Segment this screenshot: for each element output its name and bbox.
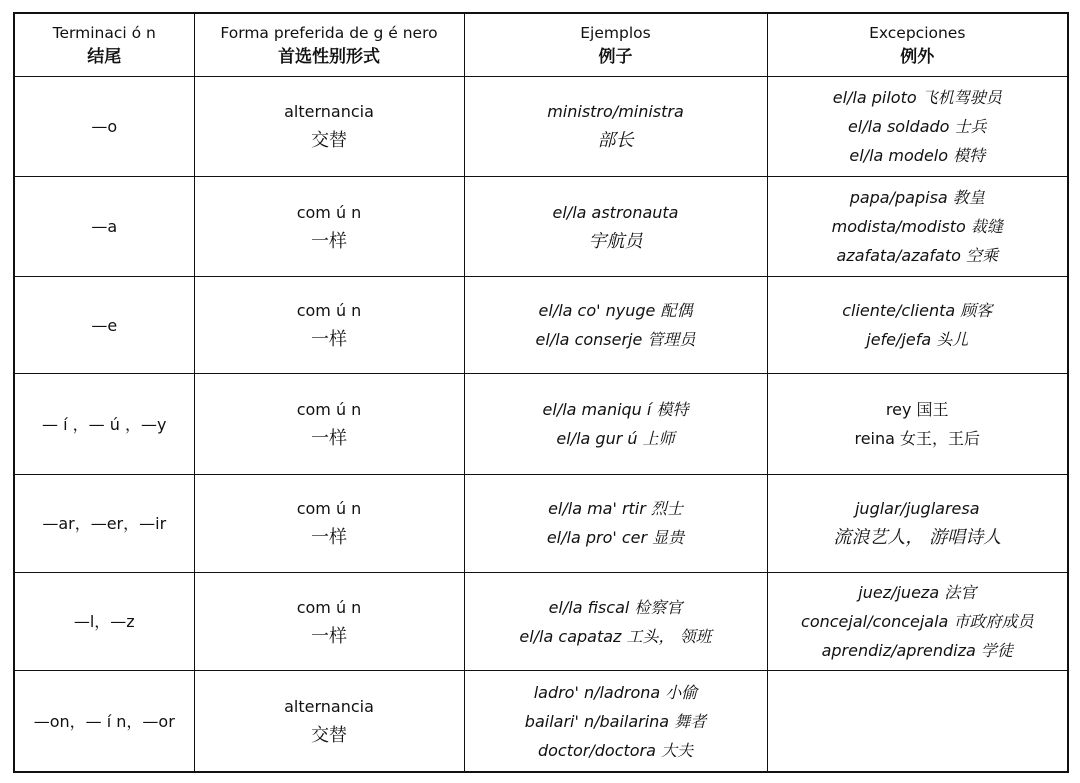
exceptions-cell xyxy=(767,374,1068,474)
header-row xyxy=(14,13,1068,76)
examples-cell xyxy=(464,474,767,572)
header-ending xyxy=(14,13,194,76)
form-cell xyxy=(194,572,464,670)
examples-cell xyxy=(464,671,767,772)
exception-line: juez/jueza 法官 xyxy=(858,583,977,603)
form-es: com ú n xyxy=(296,301,362,321)
header-examples-es: Ejemplos xyxy=(580,23,651,42)
form-es: alternancia xyxy=(284,102,374,122)
form-cell xyxy=(194,671,464,772)
example-line: ladro' n/ladrona 小偷 xyxy=(533,682,698,702)
example-line: 部长 xyxy=(597,130,634,152)
form-zh: 交替 xyxy=(311,725,347,747)
exception-line: concejal/concejala 市政府成员 xyxy=(801,612,1034,632)
form-es: com ú n xyxy=(296,597,362,617)
examples-cell xyxy=(464,374,767,474)
header-form-zh: 首选性别形式 xyxy=(278,46,380,67)
exception-line: jefe/jefa 头儿 xyxy=(866,330,969,350)
example-line: el/la co' nyuge 配偶 xyxy=(538,301,693,321)
form-es: alternancia xyxy=(284,697,374,717)
form-cell xyxy=(194,474,464,572)
examples-cell xyxy=(464,76,767,176)
examples-cell xyxy=(464,176,767,276)
exceptions-cell xyxy=(767,176,1068,276)
exception-line: el/la modelo 模特 xyxy=(849,145,986,165)
header-ending-zh: 结尾 xyxy=(87,46,122,67)
form-zh: 一样 xyxy=(311,329,347,351)
example-line: 宇航员 xyxy=(588,230,643,252)
header-examples xyxy=(464,13,767,76)
example-line: el/la maniqu í 模特 xyxy=(542,400,689,420)
exception-line: cliente/clienta 顾客 xyxy=(842,301,993,321)
ending-cell: —l，—z xyxy=(14,572,194,670)
example-line: el/la ma' rtir 烈士 xyxy=(548,499,683,519)
form-zh: 一样 xyxy=(311,428,347,450)
ending-cell: —on，— í n，—or xyxy=(14,671,194,772)
form-cell xyxy=(194,76,464,176)
form-zh: 一样 xyxy=(311,527,347,549)
header-exceptions-es: Excepciones xyxy=(869,23,966,42)
example-line: doctor/doctora 大夫 xyxy=(537,740,694,760)
table-row xyxy=(14,374,1068,474)
form-cell xyxy=(194,176,464,276)
table-row xyxy=(14,572,1068,670)
exception-line: juglar/juglaresa xyxy=(854,499,980,519)
table-row xyxy=(14,176,1068,276)
example-line: bailari' n/bailarina 舞者 xyxy=(524,711,707,731)
table-row xyxy=(14,474,1068,572)
header-exceptions-zh: 例外 xyxy=(900,46,935,67)
exception-line: reina 女王，王后 xyxy=(854,429,981,449)
table-row xyxy=(14,671,1068,772)
header-preferred-form xyxy=(194,13,464,76)
ending-cell: — í ，— ú ，—y xyxy=(14,374,194,474)
gender-endings-table xyxy=(13,12,1069,773)
exception-line: 流浪艺人， 游唱诗人 xyxy=(833,527,1002,549)
example-line: el/la conserje 管理员 xyxy=(535,330,696,350)
exception-line: papa/papisa 教皇 xyxy=(849,188,985,208)
example-line: el/la capataz 工头， 领班 xyxy=(519,626,712,646)
exceptions-cell xyxy=(767,277,1068,374)
form-zh: 一样 xyxy=(311,625,347,647)
ending-cell: —o xyxy=(14,76,194,176)
table-row xyxy=(14,76,1068,176)
example-line: el/la pro' cer 显贵 xyxy=(546,528,685,548)
exception-line: rey 国王 xyxy=(885,400,949,420)
exception-line: el/la soldado 士兵 xyxy=(847,116,987,136)
exception-line: aprendiz/aprendiza 学徒 xyxy=(821,641,1013,661)
exception-line: el/la piloto 飞机驾驶员 xyxy=(832,87,1002,107)
header-ending-es: Terminaci ó n xyxy=(52,23,156,42)
form-zh: 一样 xyxy=(311,230,347,252)
ending-cell: —e xyxy=(14,277,194,374)
form-cell xyxy=(194,277,464,374)
ending-cell: —a xyxy=(14,176,194,276)
example-line: ministro/ministra xyxy=(547,102,684,122)
exception-line: modista/modisto 裁缝 xyxy=(831,217,1003,237)
example-line: el/la fiscal 检察官 xyxy=(548,597,683,617)
example-line: el/la astronauta xyxy=(552,202,679,222)
form-cell xyxy=(194,374,464,474)
header-form-es: Forma preferida de g é nero xyxy=(220,23,438,42)
exceptions-cell-empty xyxy=(767,671,1068,772)
examples-cell xyxy=(464,572,767,670)
example-line: el/la gur ú 上师 xyxy=(556,429,675,449)
header-exceptions xyxy=(767,13,1068,76)
form-es: com ú n xyxy=(296,400,362,420)
header-examples-zh: 例子 xyxy=(598,46,633,67)
ending-cell: —ar，—er，—ir xyxy=(14,474,194,572)
form-es: com ú n xyxy=(296,499,362,519)
exceptions-cell xyxy=(767,76,1068,176)
table-row xyxy=(14,277,1068,374)
exception-line: azafata/azafato 空乘 xyxy=(836,246,998,266)
examples-cell xyxy=(464,277,767,374)
exceptions-cell xyxy=(767,474,1068,572)
exceptions-cell xyxy=(767,572,1068,670)
form-es: com ú n xyxy=(296,202,362,222)
form-zh: 交替 xyxy=(311,130,347,152)
